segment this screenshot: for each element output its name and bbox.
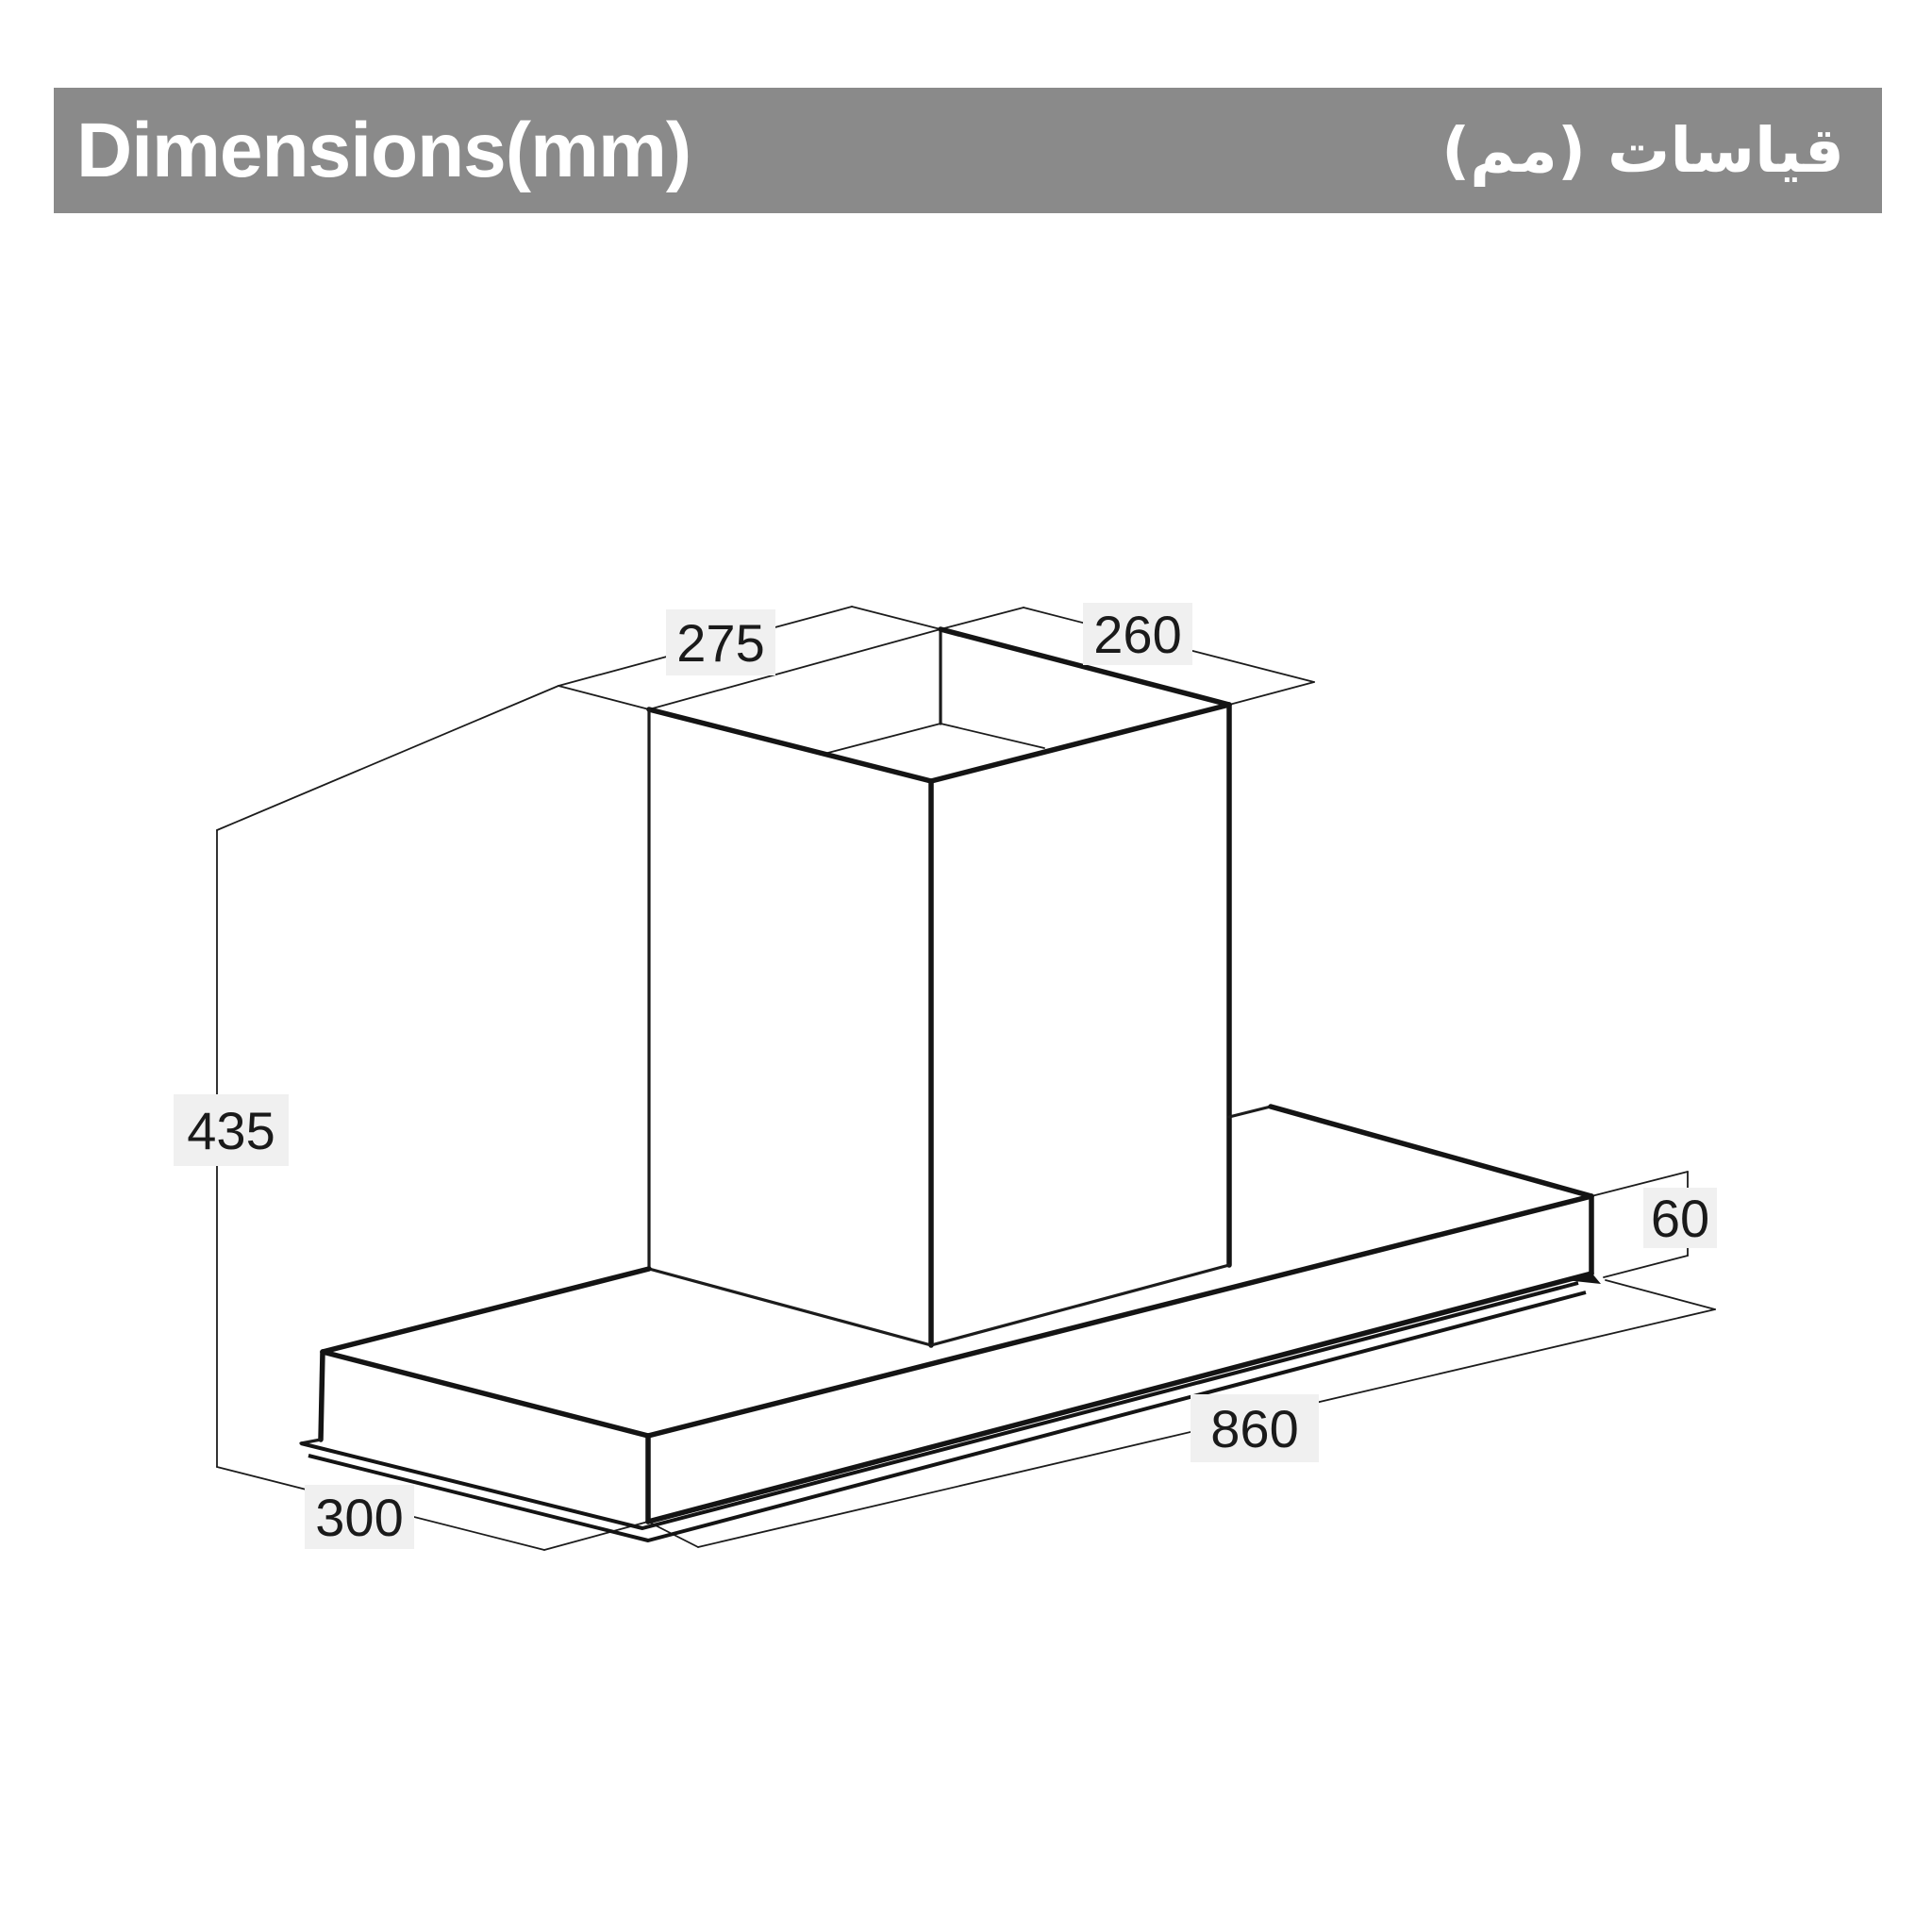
svg-text:275: 275 [676,613,765,673]
header-title-en: Dimensions(mm) [76,107,691,193]
svg-text:860: 860 [1210,1399,1299,1458]
header-title-ar: قياسات (مم) [1441,114,1844,187]
chimney-outline [649,629,1229,1345]
dim-label-260 [1083,603,1192,665]
dim-label-435 [174,1094,289,1166]
svg-text:435: 435 [187,1101,275,1160]
dim-label-300 [305,1485,414,1549]
svg-text:300: 300 [315,1488,404,1547]
dimension-lines [217,607,1715,1550]
dim-label-60 [1643,1188,1717,1248]
dim-label-860 [1191,1394,1319,1462]
svg-text:260: 260 [1093,605,1182,664]
dim-label-275 [666,609,775,675]
dimension-labels [174,603,1717,1549]
svg-text:60: 60 [1650,1189,1710,1248]
base-body-outline [301,1107,1601,1541]
